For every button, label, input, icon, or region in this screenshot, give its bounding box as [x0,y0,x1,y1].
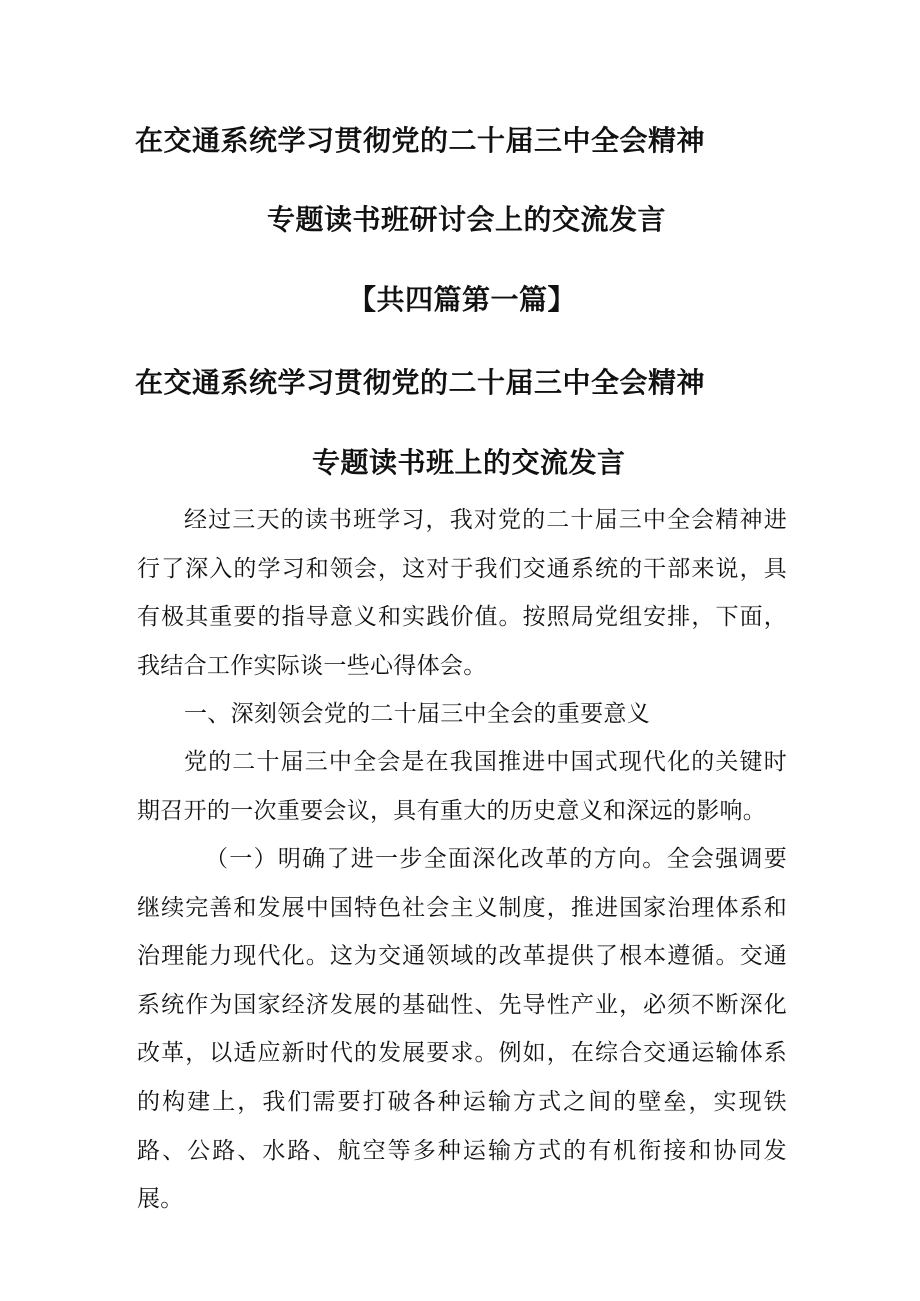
document-title-line-2: 专题读书班研讨会上的交流发言 [267,203,667,236]
document-subtitle-line-1: 在交通系统学习贯彻党的二十届三中全会精神 [135,366,706,399]
document-subtitle-line-2: 专题读书班上的交流发言 [312,446,626,479]
paragraph-section-1: 党的二十届三中全会是在我国推进中国式现代化的关键时期召开的一次重要会议，具有重大的历史意义和深远的影响。 [137,749,787,824]
paragraph-subsection-1: （一）明确了进一步全面深化改革的方向。全会强调要继续完善和发展中国特色社会主义制度，推进国家治理体系和治理能力现代化。这为交通领域的改革提供了根本遵循。交通系统作为国家经济发展的基础性、先导性产业，必须不断深化改革，以适应新时代的发展要求。例如，在综合交通运输体系的构建上，我们需要打破各种运输方式之间的壁垒，实现铁路、公路、水路、航空等多种运输方式的有机衔接和协同发展。 [137,846,787,1213]
document-title-line-1: 在交通系统学习贯彻党的二十届三中全会精神 [135,124,706,157]
paragraph-intro: 经过三天的读书班学习，我对党的二十届三中全会精神进行了深入的学习和领会，这对于我们交通系统的干部来说，具有极其重要的指导意义和实践价值。按照局党组安排，下面，我结合工作实际谈一些心得体会。 [137,507,787,679]
section-heading-1: 一、深刻领会党的二十届三中全会的重要意义 [184,701,650,727]
series-marker: 【共四篇第一篇】 [348,283,577,316]
